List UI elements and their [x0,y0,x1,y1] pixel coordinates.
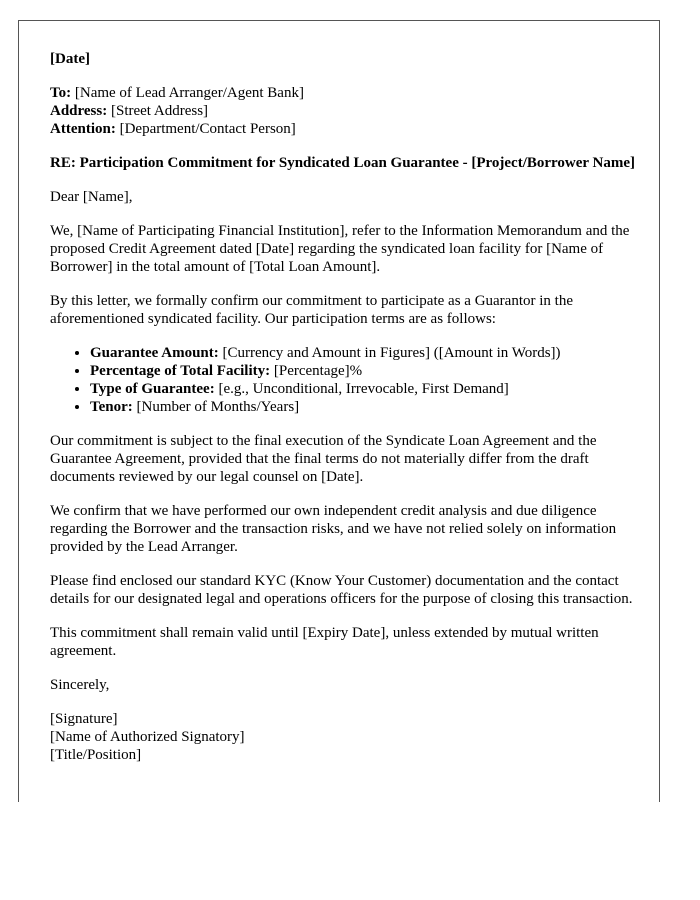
term-percentage [90,362,640,380]
to-label: To: [50,85,72,101]
subject-line [50,154,640,172]
address-value: [Street Address] [107,103,209,119]
term-value: [Number of Months/Years] [132,399,300,415]
term-value: [e.g., Unconditional, Irrevocable, First Demand] [214,381,509,397]
attention-label: Attention: [50,121,116,137]
recipient-block [50,84,640,138]
signature-block [50,710,640,764]
term-guarantee-type [90,380,640,398]
to-value: [Name of Lead Arranger/Agent Bank] [71,85,304,101]
signature: [Signature] [50,711,118,727]
address-line [50,102,640,120]
paragraph-conditions: Our commitment is subject to the final execution of the Syndicate Loan Agreement and the Guarantee Agreement, provided that the final terms do not materially differ from the draft documents reviewed by our legal counsel on [Date]. [50,433,597,485]
to-line [50,84,640,102]
subject-text: RE: Participation Commitment for Syndicated Loan Guarantee - [Project/Borrower Name] [50,155,636,171]
signatory-name: [Name of Authorized Signatory] [50,729,245,745]
letter-date [50,50,640,68]
term-label: Type of Guarantee: [90,381,215,397]
address-label: Address: [50,103,108,119]
term-label: Guarantee Amount: [90,345,219,361]
signatory-title: [Title/Position] [50,747,142,763]
paragraph-reference: We, [Name of Participating Financial Institution], refer to the Information Memorandum and the proposed Credit Agreement dated [Date] regarding the syndicated loan facility for [Name of Borrower] in the total amount of [Total Loan Amount]. [50,223,630,275]
term-value: [Percentage]% [270,363,363,379]
terms-list [50,344,640,416]
term-guarantee-amount [90,344,640,362]
term-label: Percentage of Total Facility: [90,363,271,379]
attention-line [50,120,640,138]
letter-page [18,20,660,802]
date-text: [Date] [50,51,90,67]
paragraph-commitment: By this letter, we formally confirm our commitment to participate as a Guarantor in the aforementioned syndicated facility. Our participation terms are as follows: [50,293,573,327]
paragraph-validity: This commitment shall remain valid until [Expiry Date], unless extended by mutual written agreement. [50,625,599,659]
paragraph-kyc: Please find enclosed our standard KYC (Know Your Customer) documentation and the contact details for our designated legal and operations officers for the purpose of closing this transaction. [50,573,633,607]
term-value: [Currency and Amount in Figures] ([Amount in Words]) [218,345,561,361]
term-tenor [90,398,640,416]
letter-body [50,50,640,764]
paragraph-credit-analysis: We confirm that we have performed our own independent credit analysis and due diligence regarding the Borrower and the transaction risks, and we have not relied solely on information provided by the Lead Arranger. [50,503,617,555]
term-label: Tenor: [90,399,133,415]
salutation: Dear [Name], [50,189,133,205]
attention-value: [Department/Contact Person] [115,121,296,137]
closing: Sincerely, [50,677,110,693]
